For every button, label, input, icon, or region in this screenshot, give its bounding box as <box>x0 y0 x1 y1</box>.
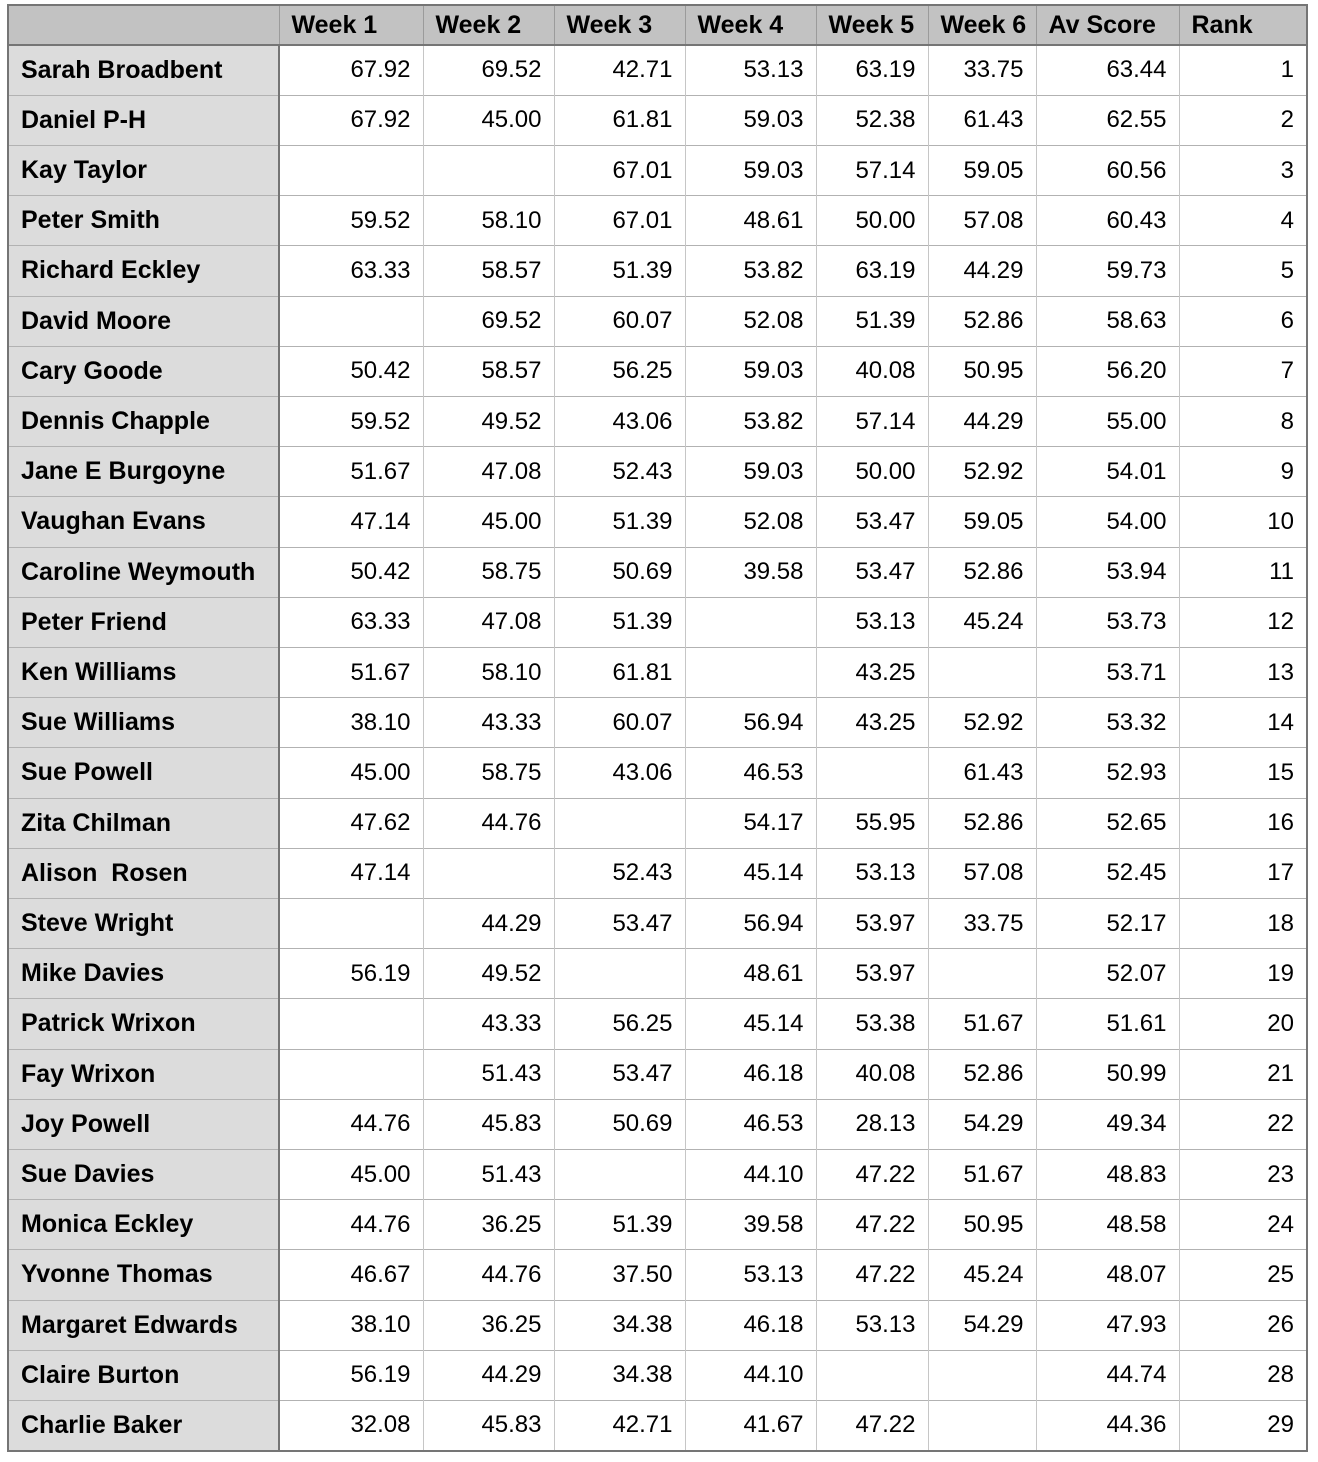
score-cell-week-4[interactable]: 53.82 <box>685 246 816 296</box>
av-score-cell[interactable]: 48.58 <box>1036 1200 1179 1250</box>
score-cell-week-1[interactable]: 63.33 <box>279 246 423 296</box>
score-cell-week-6[interactable]: 54.29 <box>928 1300 1036 1350</box>
score-cell-week-6[interactable]: 45.24 <box>928 597 1036 647</box>
player-name-cell[interactable]: Alison Rosen <box>8 848 279 898</box>
av-score-cell[interactable]: 55.00 <box>1036 396 1179 446</box>
player-name-cell[interactable]: Claire Burton <box>8 1350 279 1400</box>
score-cell-week-6[interactable]: 50.95 <box>928 1200 1036 1250</box>
score-cell-week-3[interactable]: 67.01 <box>554 145 685 195</box>
table-row <box>8 396 1307 446</box>
score-cell-week-3[interactable]: 61.81 <box>554 647 685 697</box>
rank-cell[interactable]: 11 <box>1179 547 1307 597</box>
score-cell-week-4[interactable] <box>685 647 816 697</box>
score-cell-week-6[interactable]: 61.43 <box>928 748 1036 798</box>
av-score-cell[interactable]: 62.55 <box>1036 95 1179 145</box>
av-score-cell[interactable]: 49.34 <box>1036 1099 1179 1149</box>
score-cell-week-1[interactable]: 56.19 <box>279 949 423 999</box>
av-score-cell[interactable]: 58.63 <box>1036 296 1179 346</box>
table-row <box>8 95 1307 145</box>
table-row <box>8 447 1307 497</box>
score-cell-week-2[interactable]: 58.57 <box>423 346 554 396</box>
score-cell-week-6[interactable]: 52.86 <box>928 296 1036 346</box>
score-cell-week-2[interactable]: 49.52 <box>423 949 554 999</box>
av-score-cell[interactable]: 53.32 <box>1036 698 1179 748</box>
table-body <box>8 45 1307 1451</box>
score-cell-week-3[interactable]: 51.39 <box>554 246 685 296</box>
player-name-cell[interactable]: Daniel P-H <box>8 95 279 145</box>
player-name-cell[interactable]: Dennis Chapple <box>8 396 279 446</box>
av-score-cell[interactable]: 51.61 <box>1036 999 1179 1049</box>
score-cell-week-6[interactable]: 33.75 <box>928 898 1036 948</box>
table-row <box>8 1200 1307 1250</box>
score-cell-week-5[interactable]: 47.22 <box>816 1250 928 1300</box>
table-row <box>8 1400 1307 1451</box>
player-name-cell[interactable]: Sue Powell <box>8 748 279 798</box>
score-cell-week-5[interactable]: 40.08 <box>816 346 928 396</box>
score-cell-week-1[interactable]: 50.42 <box>279 346 423 396</box>
score-cell-week-2[interactable]: 36.25 <box>423 1200 554 1250</box>
score-cell-week-3[interactable] <box>554 1149 685 1199</box>
table-row <box>8 999 1307 1049</box>
rank-cell[interactable]: 19 <box>1179 949 1307 999</box>
score-cell-week-2[interactable] <box>423 848 554 898</box>
column-header-week-1[interactable]: Week 1 <box>279 5 423 45</box>
score-cell-week-4[interactable]: 54.17 <box>685 798 816 848</box>
score-cell-week-5[interactable]: 43.25 <box>816 647 928 697</box>
score-cell-week-6[interactable]: 45.24 <box>928 1250 1036 1300</box>
score-cell-week-5[interactable]: 43.25 <box>816 698 928 748</box>
score-cell-week-3[interactable] <box>554 949 685 999</box>
score-cell-week-3[interactable]: 43.06 <box>554 748 685 798</box>
score-cell-week-3[interactable]: 50.69 <box>554 1099 685 1149</box>
score-cell-week-2[interactable]: 58.75 <box>423 748 554 798</box>
score-cell-week-1[interactable]: 50.42 <box>279 547 423 597</box>
column-header-week-4[interactable]: Week 4 <box>685 5 816 45</box>
table-row <box>8 949 1307 999</box>
score-cell-week-5[interactable]: 52.38 <box>816 95 928 145</box>
score-cell-week-5[interactable]: 40.08 <box>816 1049 928 1099</box>
score-cell-week-4[interactable]: 53.82 <box>685 396 816 446</box>
score-cell-week-2[interactable]: 47.08 <box>423 597 554 647</box>
av-score-cell[interactable]: 47.93 <box>1036 1300 1179 1350</box>
score-cell-week-6[interactable]: 61.43 <box>928 95 1036 145</box>
score-cell-week-4[interactable]: 56.94 <box>685 698 816 748</box>
score-cell-week-4[interactable]: 46.18 <box>685 1049 816 1099</box>
rank-cell[interactable]: 7 <box>1179 346 1307 396</box>
score-cell-week-5[interactable]: 55.95 <box>816 798 928 848</box>
av-score-cell[interactable]: 54.00 <box>1036 497 1179 547</box>
table-row <box>8 1099 1307 1149</box>
score-cell-week-6[interactable]: 54.29 <box>928 1099 1036 1149</box>
column-header-week-2[interactable]: Week 2 <box>423 5 554 45</box>
score-cell-week-2[interactable]: 44.76 <box>423 798 554 848</box>
player-name-cell[interactable]: Vaughan Evans <box>8 497 279 547</box>
column-header-week-6[interactable]: Week 6 <box>928 5 1036 45</box>
av-score-cell[interactable]: 52.65 <box>1036 798 1179 848</box>
rank-cell[interactable]: 16 <box>1179 798 1307 848</box>
score-cell-week-3[interactable]: 56.25 <box>554 346 685 396</box>
av-score-cell[interactable]: 60.56 <box>1036 145 1179 195</box>
score-cell-week-3[interactable]: 34.38 <box>554 1300 685 1350</box>
score-cell-week-3[interactable]: 37.50 <box>554 1250 685 1300</box>
score-cell-week-3[interactable]: 51.39 <box>554 1200 685 1250</box>
score-cell-week-5[interactable]: 47.22 <box>816 1400 928 1451</box>
score-cell-week-5[interactable]: 57.14 <box>816 145 928 195</box>
score-cell-week-2[interactable]: 44.29 <box>423 1350 554 1400</box>
score-cell-week-6[interactable]: 44.29 <box>928 396 1036 446</box>
score-cell-week-3[interactable]: 67.01 <box>554 196 685 246</box>
player-name-cell[interactable]: Sarah Broadbent <box>8 45 279 95</box>
score-cell-week-3[interactable] <box>554 798 685 848</box>
table-row <box>8 1149 1307 1199</box>
rank-cell[interactable]: 6 <box>1179 296 1307 346</box>
av-score-cell[interactable]: 54.01 <box>1036 447 1179 497</box>
score-cell-week-2[interactable]: 51.43 <box>423 1049 554 1099</box>
score-cell-week-2[interactable]: 45.00 <box>423 95 554 145</box>
score-cell-week-2[interactable]: 58.10 <box>423 196 554 246</box>
score-cell-week-1[interactable]: 45.00 <box>279 748 423 798</box>
table-row <box>8 1300 1307 1350</box>
score-cell-week-2[interactable]: 69.52 <box>423 45 554 95</box>
score-cell-week-1[interactable]: 38.10 <box>279 698 423 748</box>
score-cell-week-2[interactable]: 45.83 <box>423 1400 554 1451</box>
player-name-cell[interactable]: Charlie Baker <box>8 1400 279 1451</box>
rank-cell[interactable]: 1 <box>1179 45 1307 95</box>
av-score-cell[interactable]: 56.20 <box>1036 346 1179 396</box>
column-header-week-3[interactable]: Week 3 <box>554 5 685 45</box>
score-cell-week-6[interactable]: 52.92 <box>928 447 1036 497</box>
score-cell-week-5[interactable]: 53.97 <box>816 949 928 999</box>
av-score-cell[interactable]: 44.36 <box>1036 1400 1179 1451</box>
score-cell-week-3[interactable]: 51.39 <box>554 597 685 647</box>
score-cell-week-6[interactable] <box>928 1400 1036 1451</box>
rank-cell[interactable]: 25 <box>1179 1250 1307 1300</box>
score-cell-week-2[interactable]: 44.29 <box>423 898 554 948</box>
score-cell-week-6[interactable] <box>928 647 1036 697</box>
player-name-cell[interactable]: Yvonne Thomas <box>8 1250 279 1300</box>
score-cell-week-5[interactable]: 53.38 <box>816 999 928 1049</box>
score-cell-week-5[interactable]: 47.22 <box>816 1200 928 1250</box>
score-cell-week-3[interactable]: 42.71 <box>554 1400 685 1451</box>
score-cell-week-3[interactable]: 34.38 <box>554 1350 685 1400</box>
rank-cell[interactable]: 26 <box>1179 1300 1307 1350</box>
rank-cell[interactable]: 13 <box>1179 647 1307 697</box>
player-name-cell[interactable]: Joy Powell <box>8 1099 279 1149</box>
rank-cell[interactable]: 18 <box>1179 898 1307 948</box>
score-cell-week-4[interactable]: 59.03 <box>685 346 816 396</box>
score-cell-week-2[interactable] <box>423 145 554 195</box>
player-name-cell[interactable]: Ken Williams <box>8 647 279 697</box>
av-score-cell[interactable]: 53.71 <box>1036 647 1179 697</box>
score-cell-week-5[interactable]: 53.97 <box>816 898 928 948</box>
av-score-cell[interactable]: 60.43 <box>1036 196 1179 246</box>
score-cell-week-5[interactable]: 50.00 <box>816 447 928 497</box>
score-cell-week-1[interactable]: 45.00 <box>279 1149 423 1199</box>
score-cell-week-6[interactable]: 57.08 <box>928 196 1036 246</box>
table-row <box>8 1250 1307 1300</box>
column-header-av-score[interactable]: Av Score <box>1036 5 1179 45</box>
rank-cell[interactable]: 21 <box>1179 1049 1307 1099</box>
score-cell-week-3[interactable]: 60.07 <box>554 296 685 346</box>
av-score-cell[interactable]: 48.83 <box>1036 1149 1179 1199</box>
rank-cell[interactable]: 12 <box>1179 597 1307 647</box>
score-cell-week-1[interactable]: 67.92 <box>279 95 423 145</box>
score-cell-week-1[interactable]: 38.10 <box>279 1300 423 1350</box>
score-cell-week-6[interactable]: 52.86 <box>928 547 1036 597</box>
player-name-cell[interactable]: Mike Davies <box>8 949 279 999</box>
av-score-cell[interactable]: 50.99 <box>1036 1049 1179 1099</box>
av-score-cell[interactable]: 52.45 <box>1036 848 1179 898</box>
score-cell-week-3[interactable]: 56.25 <box>554 999 685 1049</box>
score-cell-week-1[interactable]: 59.52 <box>279 196 423 246</box>
score-cell-week-4[interactable]: 44.10 <box>685 1149 816 1199</box>
score-cell-week-6[interactable] <box>928 949 1036 999</box>
score-cell-week-2[interactable]: 45.00 <box>423 497 554 547</box>
column-header-rank[interactable]: Rank <box>1179 5 1307 45</box>
score-cell-week-4[interactable]: 59.03 <box>685 95 816 145</box>
av-score-cell[interactable]: 63.44 <box>1036 45 1179 95</box>
av-score-cell[interactable]: 48.07 <box>1036 1250 1179 1300</box>
score-cell-week-1[interactable]: 67.92 <box>279 45 423 95</box>
score-cell-week-2[interactable]: 43.33 <box>423 999 554 1049</box>
player-name-cell[interactable]: Steve Wright <box>8 898 279 948</box>
score-cell-week-4[interactable]: 53.13 <box>685 45 816 95</box>
table-row <box>8 497 1307 547</box>
player-name-cell[interactable]: Sue Davies <box>8 1149 279 1199</box>
rank-cell[interactable]: 20 <box>1179 999 1307 1049</box>
score-cell-week-5[interactable]: 53.47 <box>816 547 928 597</box>
score-cell-week-1[interactable]: 51.67 <box>279 447 423 497</box>
table-row <box>8 547 1307 597</box>
player-name-cell[interactable]: Patrick Wrixon <box>8 999 279 1049</box>
table-row <box>8 1350 1307 1400</box>
score-cell-week-2[interactable]: 58.57 <box>423 246 554 296</box>
table-row <box>8 246 1307 296</box>
player-name-cell[interactable]: Fay Wrixon <box>8 1049 279 1099</box>
score-cell-week-6[interactable]: 51.67 <box>928 999 1036 1049</box>
score-cell-week-5[interactable] <box>816 1350 928 1400</box>
score-cell-week-4[interactable] <box>685 597 816 647</box>
table-row <box>8 898 1307 948</box>
score-cell-week-4[interactable]: 45.14 <box>685 848 816 898</box>
score-cell-week-5[interactable]: 47.22 <box>816 1149 928 1199</box>
rank-cell[interactable]: 2 <box>1179 95 1307 145</box>
score-cell-week-4[interactable]: 46.53 <box>685 748 816 798</box>
player-name-cell[interactable]: David Moore <box>8 296 279 346</box>
rank-cell[interactable]: 17 <box>1179 848 1307 898</box>
score-table <box>7 4 1308 1452</box>
table-row <box>8 346 1307 396</box>
player-name-cell[interactable]: Monica Eckley <box>8 1200 279 1250</box>
score-cell-week-3[interactable]: 61.81 <box>554 95 685 145</box>
score-cell-week-2[interactable]: 45.83 <box>423 1099 554 1149</box>
score-cell-week-1[interactable]: 32.08 <box>279 1400 423 1451</box>
score-cell-week-3[interactable]: 50.69 <box>554 547 685 597</box>
score-cell-week-5[interactable]: 53.47 <box>816 497 928 547</box>
av-score-cell[interactable]: 52.07 <box>1036 949 1179 999</box>
rank-cell[interactable]: 10 <box>1179 497 1307 547</box>
score-cell-week-4[interactable]: 48.61 <box>685 196 816 246</box>
score-cell-week-6[interactable]: 44.29 <box>928 246 1036 296</box>
score-cell-week-3[interactable]: 53.47 <box>554 898 685 948</box>
score-cell-week-4[interactable]: 59.03 <box>685 145 816 195</box>
player-name-cell[interactable]: Zita Chilman <box>8 798 279 848</box>
score-cell-week-4[interactable]: 52.08 <box>685 296 816 346</box>
rank-cell[interactable]: 8 <box>1179 396 1307 446</box>
score-cell-week-1[interactable] <box>279 898 423 948</box>
score-cell-week-2[interactable]: 44.76 <box>423 1250 554 1300</box>
rank-cell[interactable]: 29 <box>1179 1400 1307 1451</box>
rank-cell[interactable]: 23 <box>1179 1149 1307 1199</box>
score-cell-week-1[interactable]: 44.76 <box>279 1200 423 1250</box>
table-row <box>8 145 1307 195</box>
score-cell-week-3[interactable]: 52.43 <box>554 447 685 497</box>
av-score-cell[interactable]: 44.74 <box>1036 1350 1179 1400</box>
score-cell-week-6[interactable]: 33.75 <box>928 45 1036 95</box>
table-row <box>8 798 1307 848</box>
player-name-cell[interactable]: Margaret Edwards <box>8 1300 279 1350</box>
corner-header[interactable] <box>8 5 279 45</box>
table-row <box>8 647 1307 697</box>
score-cell-week-6[interactable]: 50.95 <box>928 346 1036 396</box>
score-cell-week-4[interactable]: 39.58 <box>685 547 816 597</box>
score-cell-week-2[interactable]: 69.52 <box>423 296 554 346</box>
score-cell-week-5[interactable]: 53.13 <box>816 1300 928 1350</box>
score-cell-week-5[interactable] <box>816 748 928 798</box>
score-cell-week-5[interactable]: 53.13 <box>816 597 928 647</box>
score-cell-week-4[interactable]: 59.03 <box>685 447 816 497</box>
table-row <box>8 848 1307 898</box>
header-row <box>8 5 1307 45</box>
player-name-cell[interactable]: Caroline Weymouth <box>8 547 279 597</box>
rank-cell[interactable]: 5 <box>1179 246 1307 296</box>
score-cell-week-1[interactable] <box>279 145 423 195</box>
score-cell-week-2[interactable]: 43.33 <box>423 698 554 748</box>
table-row <box>8 698 1307 748</box>
score-cell-week-5[interactable]: 50.00 <box>816 196 928 246</box>
table-row <box>8 748 1307 798</box>
score-cell-week-3[interactable]: 53.47 <box>554 1049 685 1099</box>
score-cell-week-6[interactable]: 52.86 <box>928 1049 1036 1099</box>
score-cell-week-3[interactable]: 51.39 <box>554 497 685 547</box>
score-cell-week-5[interactable]: 51.39 <box>816 296 928 346</box>
score-cell-week-4[interactable]: 52.08 <box>685 497 816 547</box>
rank-cell[interactable]: 22 <box>1179 1099 1307 1149</box>
score-cell-week-5[interactable]: 53.13 <box>816 848 928 898</box>
score-cell-week-1[interactable] <box>279 296 423 346</box>
table-row <box>8 45 1307 95</box>
rank-cell[interactable]: 15 <box>1179 748 1307 798</box>
av-score-cell[interactable]: 52.93 <box>1036 748 1179 798</box>
score-cell-week-5[interactable]: 57.14 <box>816 396 928 446</box>
score-cell-week-2[interactable]: 47.08 <box>423 447 554 497</box>
rank-cell[interactable]: 9 <box>1179 447 1307 497</box>
rank-cell[interactable]: 14 <box>1179 698 1307 748</box>
score-cell-week-5[interactable]: 63.19 <box>816 45 928 95</box>
table-row <box>8 597 1307 647</box>
score-cell-week-4[interactable]: 39.58 <box>685 1200 816 1250</box>
score-cell-week-1[interactable]: 46.67 <box>279 1250 423 1300</box>
score-cell-week-1[interactable]: 63.33 <box>279 597 423 647</box>
score-cell-week-6[interactable]: 51.67 <box>928 1149 1036 1199</box>
score-cell-week-1[interactable]: 47.14 <box>279 848 423 898</box>
score-cell-week-4[interactable]: 53.13 <box>685 1250 816 1300</box>
score-cell-week-1[interactable] <box>279 1049 423 1099</box>
score-cell-week-1[interactable]: 44.76 <box>279 1099 423 1149</box>
player-name-cell[interactable]: Peter Smith <box>8 196 279 246</box>
score-cell-week-1[interactable]: 47.14 <box>279 497 423 547</box>
score-cell-week-4[interactable]: 46.18 <box>685 1300 816 1350</box>
score-cell-week-2[interactable]: 36.25 <box>423 1300 554 1350</box>
score-cell-week-2[interactable]: 58.10 <box>423 647 554 697</box>
rank-cell[interactable]: 24 <box>1179 1200 1307 1250</box>
av-score-cell[interactable]: 52.17 <box>1036 898 1179 948</box>
player-name-cell[interactable]: Sue Williams <box>8 698 279 748</box>
score-cell-week-6[interactable]: 59.05 <box>928 497 1036 547</box>
score-cell-week-5[interactable]: 63.19 <box>816 246 928 296</box>
score-cell-week-2[interactable]: 51.43 <box>423 1149 554 1199</box>
score-cell-week-6[interactable]: 59.05 <box>928 145 1036 195</box>
table-row <box>8 1049 1307 1099</box>
score-cell-week-3[interactable]: 60.07 <box>554 698 685 748</box>
score-cell-week-4[interactable]: 44.10 <box>685 1350 816 1400</box>
rank-cell[interactable]: 28 <box>1179 1350 1307 1400</box>
score-cell-week-6[interactable]: 52.86 <box>928 798 1036 848</box>
score-cell-week-4[interactable]: 48.61 <box>685 949 816 999</box>
rank-cell[interactable]: 3 <box>1179 145 1307 195</box>
score-cell-week-4[interactable]: 46.53 <box>685 1099 816 1149</box>
score-cell-week-2[interactable]: 58.75 <box>423 547 554 597</box>
table-row <box>8 196 1307 246</box>
score-cell-week-6[interactable]: 57.08 <box>928 848 1036 898</box>
av-score-cell[interactable]: 59.73 <box>1036 246 1179 296</box>
player-name-cell[interactable]: Kay Taylor <box>8 145 279 195</box>
player-name-cell[interactable]: Cary Goode <box>8 346 279 396</box>
column-header-week-5[interactable]: Week 5 <box>816 5 928 45</box>
rank-cell[interactable]: 4 <box>1179 196 1307 246</box>
table-row <box>8 296 1307 346</box>
score-cell-week-5[interactable]: 28.13 <box>816 1099 928 1149</box>
score-cell-week-1[interactable]: 59.52 <box>279 396 423 446</box>
score-cell-week-4[interactable]: 45.14 <box>685 999 816 1049</box>
score-cell-week-1[interactable]: 56.19 <box>279 1350 423 1400</box>
score-cell-week-4[interactable]: 56.94 <box>685 898 816 948</box>
score-cell-week-1[interactable]: 51.67 <box>279 647 423 697</box>
player-name-cell[interactable]: Peter Friend <box>8 597 279 647</box>
score-cell-week-1[interactable] <box>279 999 423 1049</box>
score-cell-week-3[interactable]: 43.06 <box>554 396 685 446</box>
player-name-cell[interactable]: Richard Eckley <box>8 246 279 296</box>
av-score-cell[interactable]: 53.94 <box>1036 547 1179 597</box>
score-cell-week-3[interactable]: 52.43 <box>554 848 685 898</box>
score-cell-week-6[interactable] <box>928 1350 1036 1400</box>
av-score-cell[interactable]: 53.73 <box>1036 597 1179 647</box>
score-cell-week-2[interactable]: 49.52 <box>423 396 554 446</box>
score-cell-week-4[interactable]: 41.67 <box>685 1400 816 1451</box>
score-cell-week-3[interactable]: 42.71 <box>554 45 685 95</box>
player-name-cell[interactable]: Jane E Burgoyne <box>8 447 279 497</box>
score-cell-week-6[interactable]: 52.92 <box>928 698 1036 748</box>
score-cell-week-1[interactable]: 47.62 <box>279 798 423 848</box>
